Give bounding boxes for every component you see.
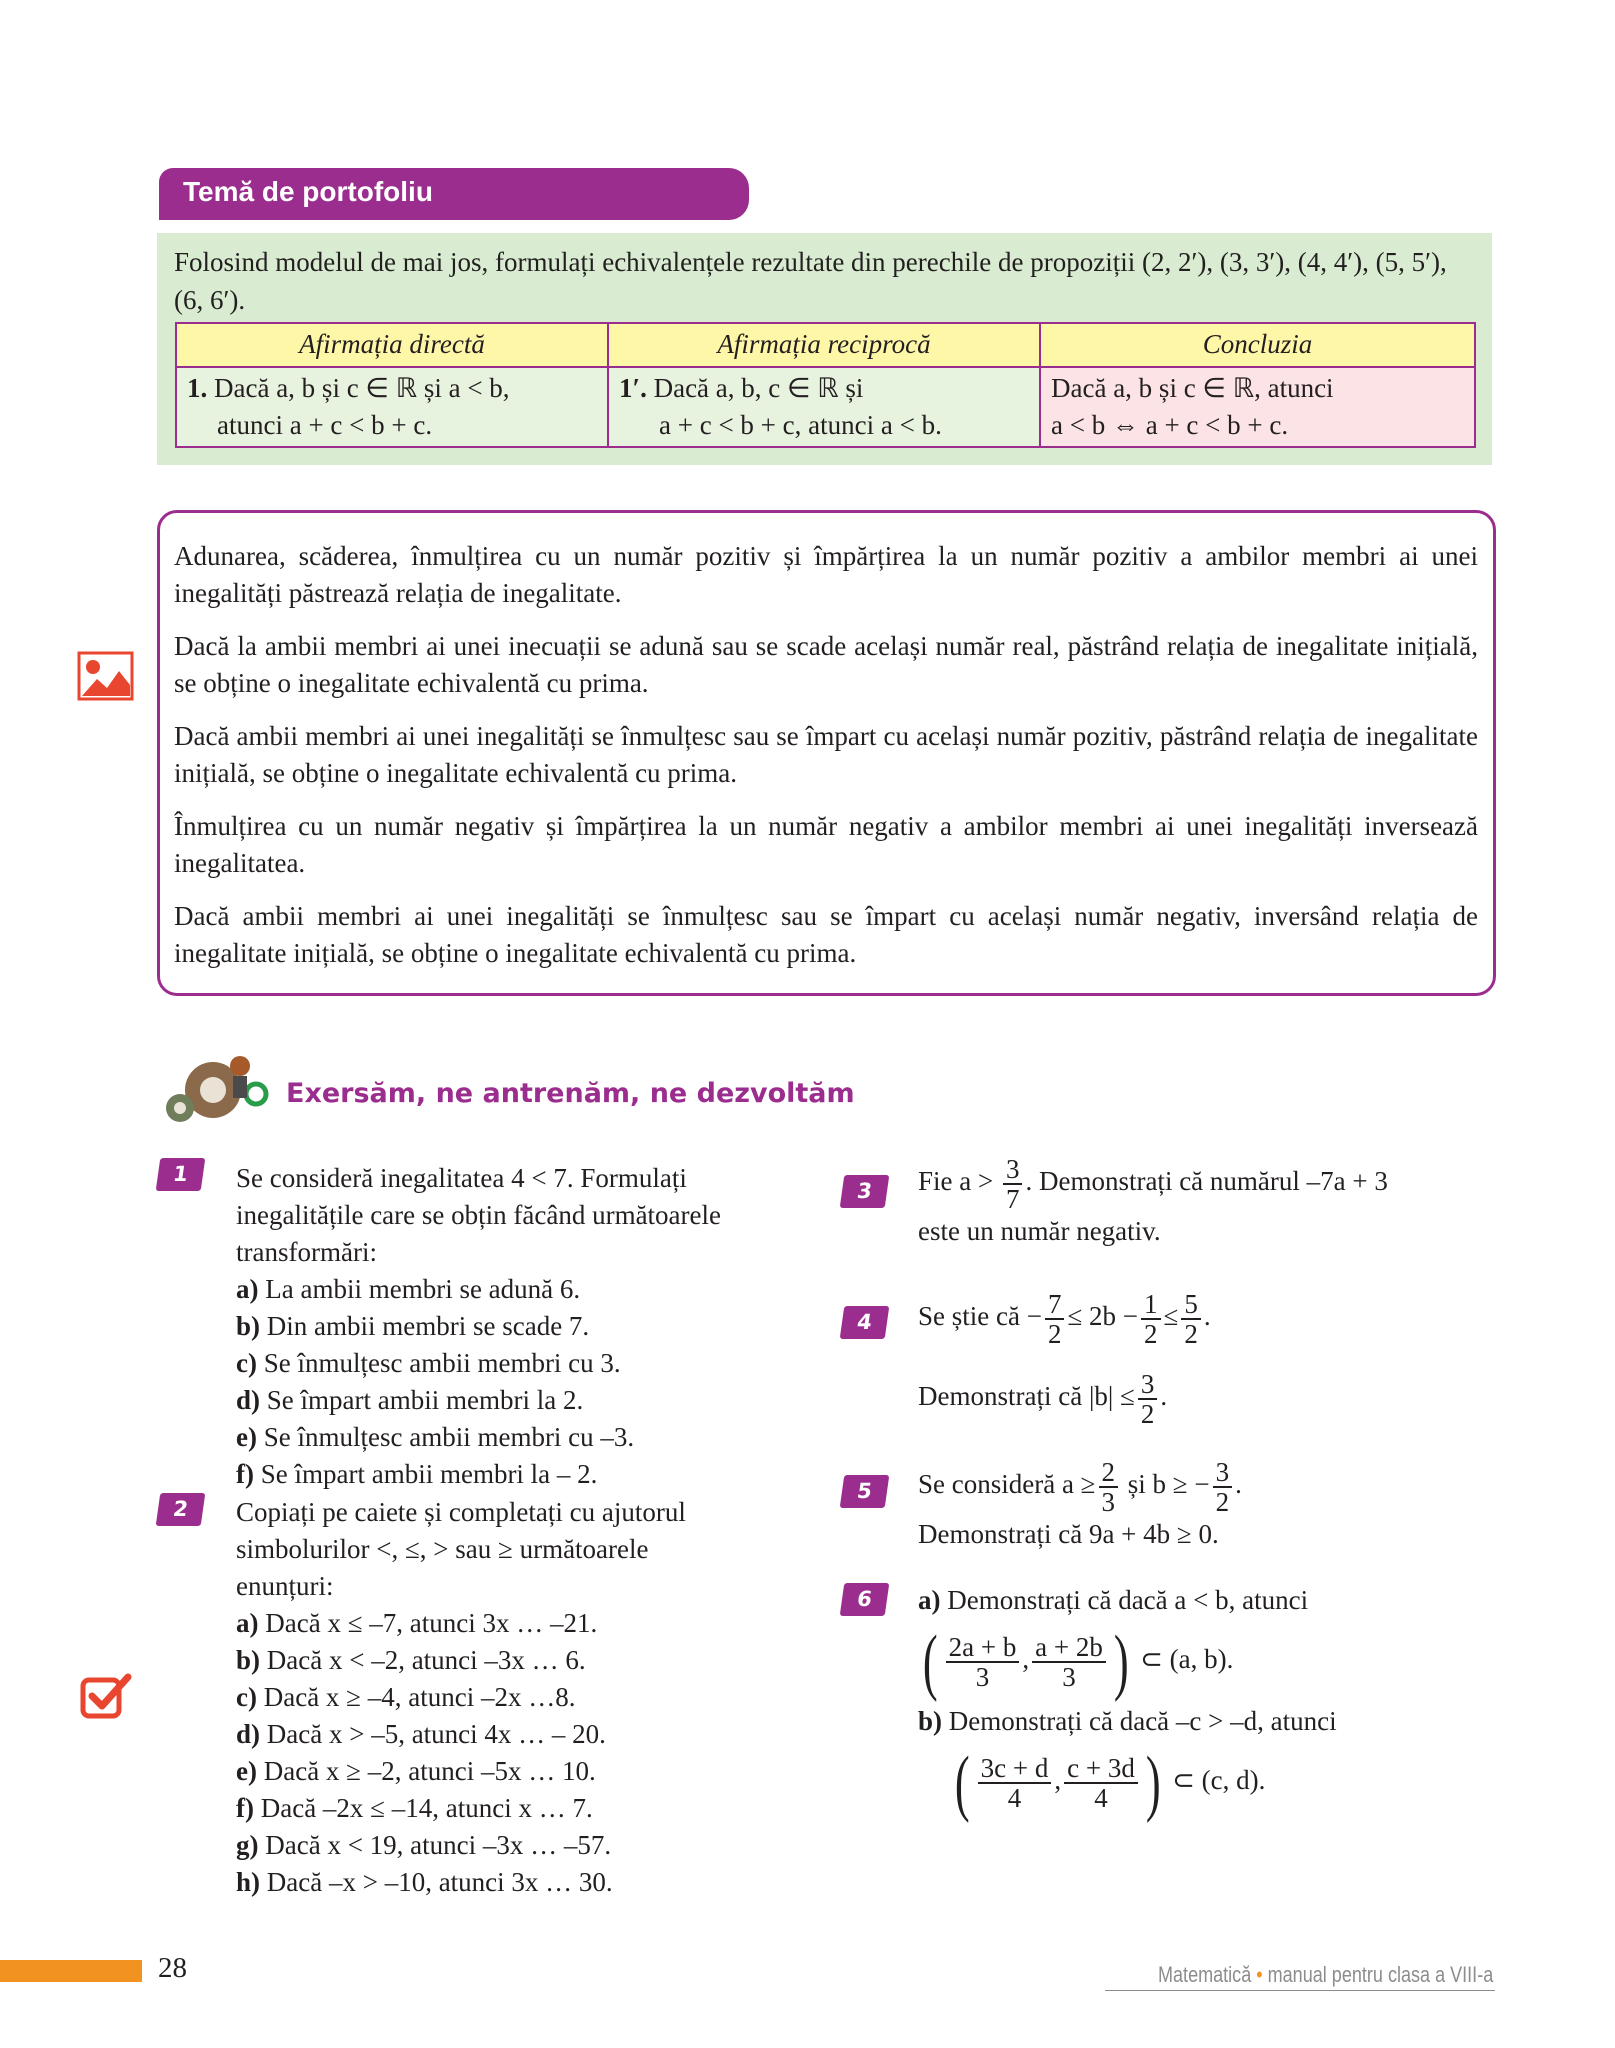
list-item: d) Dacă x > –5, atunci 4x … – 20. [236, 1719, 606, 1749]
list-item: c) Se înmulțesc ambii membri cu 3. [236, 1348, 621, 1378]
exercise-number-badge: 4 [840, 1306, 890, 1339]
exercise-number-badge: 1 [156, 1158, 206, 1191]
exercise-number-badge: 6 [840, 1583, 890, 1616]
text-line: este un număr negativ. [918, 1216, 1161, 1246]
text-line: Se consideră inegalitatea 4 < 7. Formulați [236, 1163, 687, 1193]
list-item: b) Din ambii membri se scade 7. [236, 1311, 590, 1341]
rule-paragraph: Dacă ambii membri ai unei inegalități se înmulțesc sau se împart cu același număr negativ, inversând relația de inegalitate inițială, se obține o inegalitate echivalentă cu prima. [174, 901, 1478, 968]
gears-icon [158, 1050, 273, 1130]
table-header: Concluzia [1040, 323, 1475, 367]
text-line: Se știe că − $\frac{7}{2}$ ≤ 2b − $\frac{1}{2}$ ≤ $\frac{5}{2}$ . [918, 1289, 1211, 1349]
text-line: transformări: [236, 1237, 377, 1267]
table-header: Afirmația reciprocă [608, 323, 1040, 367]
list-item: g) Dacă x < 19, atunci –3x … –57. [236, 1830, 612, 1860]
text-line: Demonstrați că 9a + 4b ≥ 0. [918, 1519, 1219, 1549]
list-item: h) Dacă –x > –10, atunci 3x … 30. [236, 1867, 613, 1897]
portfolio-title: Temă de portofoliu [183, 176, 433, 207]
fraction: $\frac{3}{7}$ [1003, 1155, 1023, 1213]
text-line: enunțuri: [236, 1571, 334, 1601]
portfolio-intro: Folosind modelul de mai jos, formulați echivalențele rezultate din perechile de propoziții (2, 2′), (3, 3′), (4, 4′), (5, 5′), (6, 6′). [174, 247, 1447, 315]
list-item: b) Dacă x < –2, atunci –3x … 6. [236, 1645, 586, 1675]
exercises-title: Exersăm, ne antrenăm, ne dezvoltăm [286, 1078, 855, 1109]
exercise-2 [236, 1494, 686, 1901]
text-line: Copiați pe caiete și completați cu ajutorul [236, 1497, 686, 1527]
exercise-4 [918, 1290, 1211, 1428]
interval-formula: ( $\frac{2a + b}{3}$ , $\frac{a + 2b}{3}$ ) ⊂ (a, b). [922, 1621, 1234, 1703]
text-line: Se consideră a ≥ $\frac{2}{3}$ și b ≥ − $\frac{3}{2}$ . [918, 1457, 1242, 1517]
model-table [175, 322, 1476, 448]
text-line: a) Demonstrați că dacă a < b, atunci [918, 1585, 1309, 1615]
exercise-1 [236, 1160, 721, 1493]
rule-paragraph: Dacă la ambii membri ai unei inecuații se adună sau se scade același număr real, păstrând relația de inegalitate inițială, se obține o inegalitate echivalentă cu prima. [174, 631, 1478, 698]
checkbox-icon [80, 1672, 132, 1720]
rule-text [174, 538, 1478, 988]
image-icon [77, 651, 134, 701]
text-line: simbolurilor <, ≤, > sau ≥ următoarele [236, 1534, 649, 1564]
exercise-6 [918, 1582, 1337, 1824]
footer-bar [0, 1960, 142, 1982]
rule-paragraph: Înmulțirea cu un număr negativ și împărțirea la un număr negativ a ambilor membri ai unei inegalități inversează inegalitatea. [174, 811, 1478, 878]
text-line: b) Demonstrați că dacă –c > –d, atunci [918, 1706, 1337, 1736]
page-number: 28 [158, 1952, 187, 1984]
interval-formula: ( $\frac{3c + d}{4}$ , $\frac{c + 3d}{4}$ ) ⊂ (c, d). [954, 1742, 1266, 1824]
list-item: a) La ambii membri se adună 6. [236, 1274, 581, 1304]
text-line: Demonstrați că |b| ≤ $\frac{3}{2}$ . [918, 1369, 1168, 1429]
list-item: f) Dacă –2x ≤ –14, atunci x … 7. [236, 1793, 593, 1823]
portfolio-header [159, 168, 749, 220]
text-line: Fie a > $\frac{3}{7}$ . Demonstrați că numărul –7a + 3 [918, 1154, 1388, 1214]
footer-divider [1105, 1990, 1495, 1991]
list-item: f) Se împart ambii membri la – 2. [236, 1459, 598, 1489]
list-item: e) Dacă x ≥ –2, atunci –5x … 10. [236, 1756, 596, 1786]
direct-cell: 1. Dacă a, b și c ∈ ℝ și a < b, atunci a + c < b + c. [176, 367, 608, 447]
rule-paragraph: Adunarea, scăderea, înmulțirea cu un număr pozitiv și împărțirea la un număr pozitiv a ambilor membri ai unei inegalități păstrează relația de inegalitate. [174, 541, 1478, 608]
exercise-number-badge: 2 [156, 1493, 206, 1526]
reciproc-cell: 1′. Dacă a, b, c ∈ ℝ și a + c < b + c, atunci a < b. [608, 367, 1040, 447]
list-item: c) Dacă x ≥ –4, atunci –2x …8. [236, 1682, 576, 1712]
book-title: Matematică • manual pentru clasa a VIII-a [1158, 1962, 1494, 1987]
exercise-number-badge: 3 [840, 1175, 890, 1208]
text-line: inegalitățile care se obțin făcând următoarele [236, 1200, 721, 1230]
rule-paragraph: Dacă ambii membri ai unei inegalități se înmulțesc sau se împart cu același număr pozitiv, păstrând relația de inegalitate inițială, se obține o inegalitate echivalentă cu prima. [174, 721, 1478, 788]
table-header: Afirmația directă [176, 323, 608, 367]
list-item: d) Se împart ambii membri la 2. [236, 1385, 584, 1415]
list-item: e) Se înmulțesc ambii membri cu –3. [236, 1422, 635, 1452]
exercise-3 [918, 1155, 1388, 1250]
conclusion-cell: Dacă a, b și c ∈ ℝ, atunci a < b ⇔ a + c < b + c. [1040, 367, 1475, 447]
exercise-5 [918, 1458, 1242, 1553]
list-item: a) Dacă x ≤ –7, atunci 3x … –21. [236, 1608, 598, 1638]
exercise-number-badge: 5 [840, 1475, 890, 1508]
